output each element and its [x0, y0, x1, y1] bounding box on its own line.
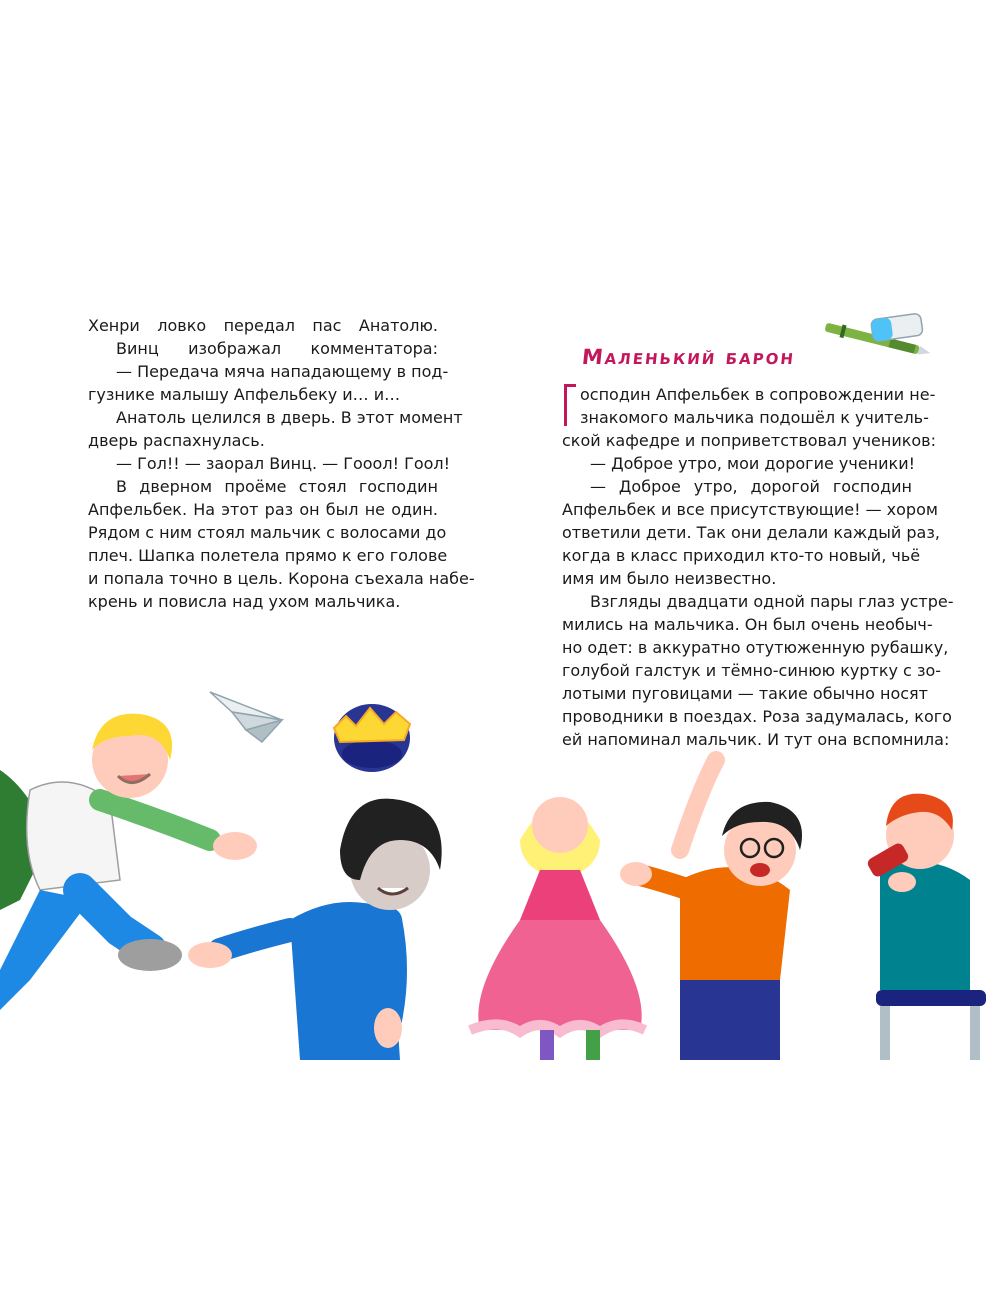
crown-hat-icon	[334, 704, 410, 772]
text-line: гузнике малышу Апфельбеку и… и…	[88, 385, 401, 404]
pen-and-eraser-icon	[820, 310, 940, 370]
text-line: лотыми пуговицами — такие обычно носят	[562, 684, 928, 703]
text-line: дверь распахнулась.	[88, 431, 265, 450]
text-line: Винц изображал комментатора:	[116, 339, 438, 358]
text-line: плеч. Шапка полетела прямо к его голове	[88, 546, 448, 565]
text-line: имя им было неизвестно.	[562, 569, 777, 588]
text-line: Рядом с ним стоял мальчик с волосами до	[88, 523, 447, 542]
text-line: — Доброе утро, мои дорогие ученики!	[590, 454, 915, 473]
left-text-column	[88, 314, 475, 613]
text-line: Анатоль целился в дверь. В этот момент	[116, 408, 463, 427]
text-line: Апфельбек и все присутствующие! — хором	[562, 500, 938, 519]
text-line: мились на мальчика. Он был очень необыч-	[562, 615, 933, 634]
text-line: В дверном проёме стоял господин	[116, 477, 438, 496]
children-illustration	[0, 650, 1000, 1060]
chapter-title: Маленький барон	[580, 345, 797, 369]
text-line: голубой галстук и тёмно-синюю куртку с зо-	[562, 661, 942, 680]
text-line: крень и повисла над ухом мальчика.	[88, 592, 401, 611]
text-line: Хенри ловко передал пас Анатолю.	[88, 316, 438, 335]
text-line: Взгляды двадцати одной пары глаз устре-	[590, 592, 954, 611]
text-line: — Передача мяча нападающему в под-	[116, 362, 449, 381]
boy-with-glasses-orange-hoodie-figure	[620, 760, 802, 1060]
text-line: ской кафедре и поприветствовал учеников:	[562, 431, 936, 450]
text-line: ответили дети. Так они делали каждый раз,	[562, 523, 940, 542]
text-line: и попала точно в цель. Корона съехала набе-	[88, 569, 475, 588]
text-line: — Гол!! — заорал Винц. — Гооол! Гоол!	[116, 454, 451, 473]
blonde-girl-pink-dress-figure	[470, 797, 645, 1060]
text-line: — Доброе утро, дорогой господин	[590, 477, 912, 496]
red-haired-boy-on-chair-figure	[866, 794, 986, 1060]
text-line: знакомого мальчика подошёл к учитель-	[580, 408, 929, 427]
paper-airplane-icon	[210, 692, 282, 742]
text-line: проводники в поездах. Роза задумалась, кого	[562, 707, 952, 726]
text-line: Апфельбек. На этот раз он был не один.	[88, 500, 438, 519]
text-line: ей напоминал мальчик. И тут она вспомнила:	[562, 730, 950, 749]
text-line: но одет: в аккуратно отутюженную рубашку,	[562, 638, 949, 657]
text-line: когда в класс приходил кто-то новый, чьё	[562, 546, 921, 565]
text-line: осподин Апфельбек в сопровождении не-	[580, 385, 936, 404]
